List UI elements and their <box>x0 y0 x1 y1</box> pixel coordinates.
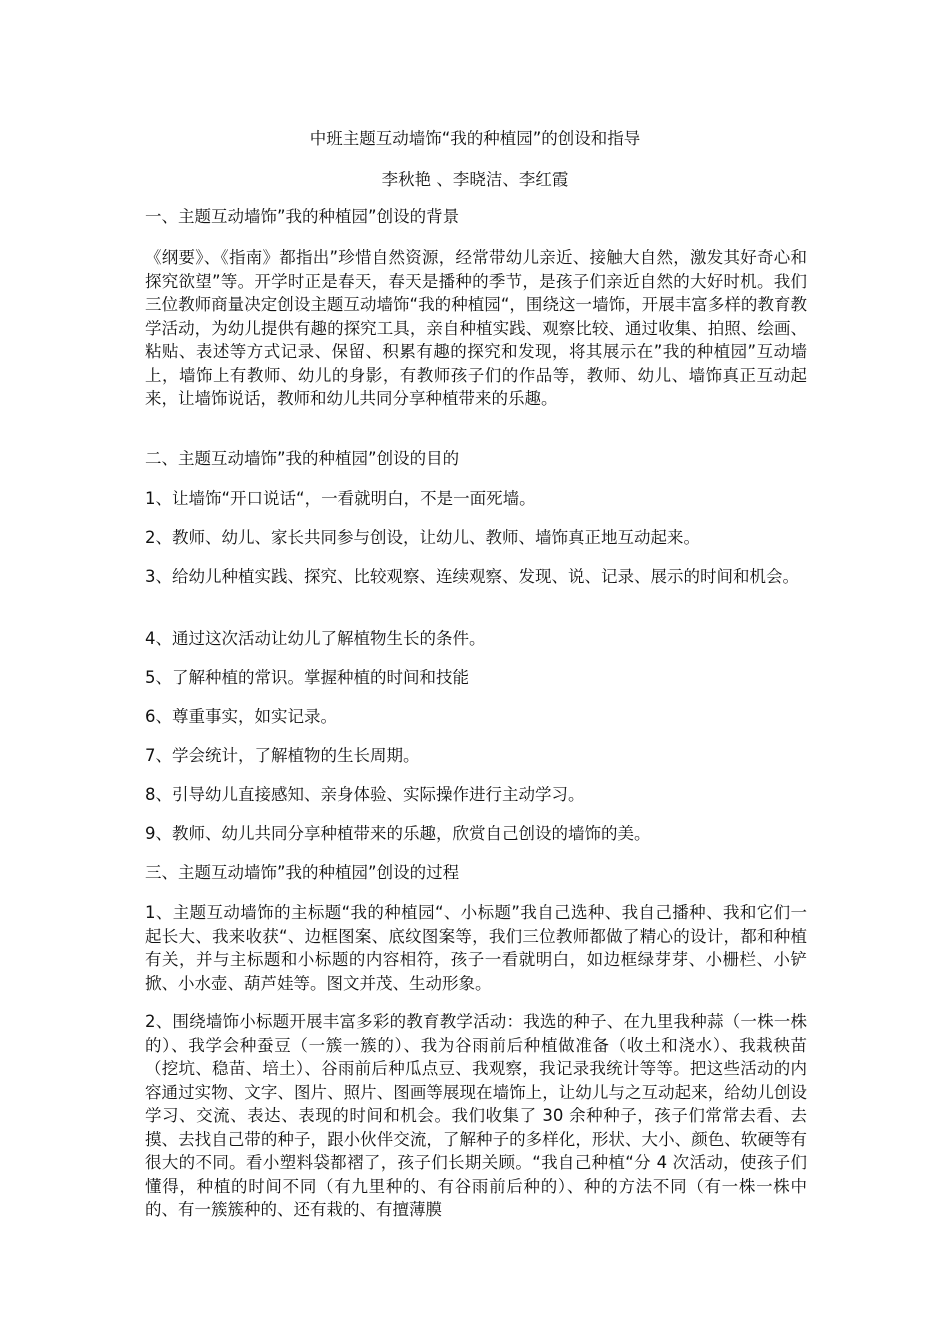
goal-item-4: 4、通过这次活动让幼儿了解植物生长的条件。 <box>145 629 486 648</box>
document-title: 中班主题互动墙饰“我的种植园”的创设和指导 <box>309 129 641 148</box>
section-1-heading: 一、主题互动墙饰”我的种植园”创设的背景 <box>145 207 460 226</box>
document-authors: 李秋艳 、李晓洁、李红霞 <box>381 170 569 189</box>
goal-item-7: 7、学会统计，了解植物的生长周期。 <box>145 746 420 765</box>
process-item-1: 1、主题互动墙饰的主标题“我的种植园“、小标题”我自己选种、我自己播种、我和它们一起长大、我来收获“、边框图案、底纹图案等，我们三位教师都做了精心的设计，都和种植有关，并与主标题和小标题的内容相符，孩子一看就明白，如边框绿芽芽、小栅栏、小铲掀、小水壶、葫芦娃等。图文并茂、生动形象。 <box>145 903 807 993</box>
goal-item-1: 1、让墙饰“开口说话“，一看就明白，不是一面死墙。 <box>145 489 536 508</box>
goal-item-6: 6、尊重事实，如实记录。 <box>145 707 337 726</box>
goal-item-2: 2、教师、幼儿、家长共同参与创设，让幼儿、教师、墙饰真正地互动起来。 <box>145 528 700 547</box>
goal-item-3: 3、给幼儿种植实践、探究、比较观察、连续观察、发现、说、记录、展示的时间和机会。 <box>145 567 799 586</box>
process-item-2: 2、围绕墙饰小标题开展丰富多彩的教育教学活动：我选的种子、在九里我种蒜（一株一株的）、我学会种蚕豆（一簇一簇的）、我为谷雨前后种植做准备（收土和浇水）、我栽秧苗（挖坑、稳苗、培土）、谷雨前后种瓜点豆、我观察，我记录我统计等等。把这些活动的内容通过实物、文字、图片、照片、图画等展现在墙饰上，让幼儿与之互动起来，给幼儿创设学习、交流、表达、表现的时间和机会。我们收集了 30 余种种子，孩子们常常去看、去摸、去找自己带的种子，跟小伙伴交流，了解种子的多样化，形状、大小、颜色、软硬等有很大的不同。看小塑料袋都褶了，孩子们长期关顾。“我自己种植“分 4 次活动，使孩子们懂得，种植的时间不同（有九里种的、有谷雨前后种的）、种的方法不同（有一株一株中的、有一簇簇种的、还有栽的、有擅薄膜 <box>145 1012 807 1219</box>
goal-item-8: 8、引导幼儿直接感知、亲身体验、实际操作进行主动学习。 <box>145 785 585 804</box>
section-2-heading: 二、主题互动墙饰”我的种植园”创设的目的 <box>145 449 460 468</box>
goal-item-9: 9、教师、幼儿共同分享种植带来的乐趣，欣赏自己创设的墙饰的美。 <box>145 824 651 843</box>
section-1-body: 《纲要》、《指南》都指出”珍惜自然资源，经常带幼儿亲近、接触大自然，激发其好奇心和探究欲望”等。开学时正是春天，春天是播种的季节，是孩子们亲近自然的大好时机。我们三位教师商量决定创设主题互动墙饰“我的种植园“，围绕这一墙饰，开展丰富多样的教育教学活动，为幼儿提供有趣的探究工具，亲自种植实践、观察比较、通过收集、拍照、绘画、粘贴、表述等方式记录、保留、积累有趣的探究和发现，将其展示在”我的种植园”互动墙上，墙饰上有教师、幼儿的身影，有教师孩子们的作品等，教师、幼儿、墙饰真正互动起来，让墙饰说话，教师和幼儿共同分享种植带来的乐趣。 <box>145 248 807 408</box>
section-3-heading: 三、主题互动墙饰”我的种植园”创设的过程 <box>145 863 460 882</box>
goal-item-5: 5、了解种植的常识。掌握种植的时间和技能 <box>145 668 469 687</box>
